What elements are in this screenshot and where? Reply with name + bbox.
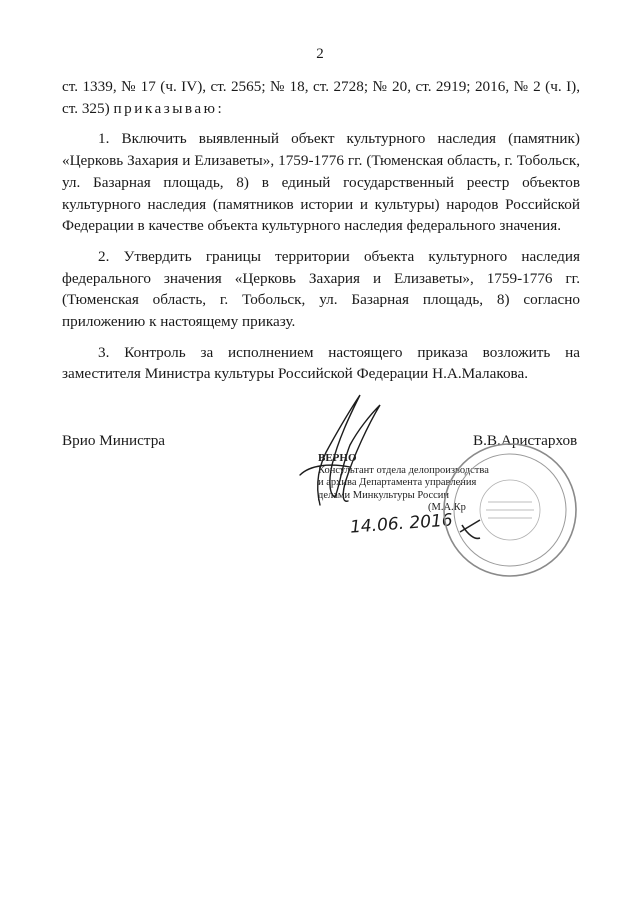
round-seal-icon bbox=[440, 440, 580, 580]
order-item-1: 1. Включить выявленный объект культурного наследия (памятник) «Церковь Захария и Елизаветы», 1759-1776 гг. (Тюменская область, г. Тобольск, ул. Базарная площадь, 8) в единый государственный реестр объектов культурного наследия (памятников истории и культуры) народов Российской Федерации в качестве объекта культурного наследия федерального значения. bbox=[62, 130, 580, 235]
document-body bbox=[62, 76, 580, 394]
verno-label: ВЕРНО bbox=[318, 452, 357, 464]
intro-paragraph bbox=[62, 76, 580, 119]
order-item-3: 3. Контроль за исполнением настоящего приказа возложить на заместителя Министра культуры Российской Федерации Н.А.Малакова. bbox=[62, 343, 580, 383]
signer-position: Врио Министра bbox=[62, 432, 166, 449]
cert-line-1: Консультант отдела делопроизводства bbox=[318, 464, 489, 476]
intro-citation: ст. 1339, № 17 (ч. IV), ст. 2565; № 18, ст. 2728; № 20, ст. 2919; 2016, № 2 (ч. I), ст. 325) bbox=[62, 78, 580, 117]
handwritten-date: 14.06. 2016 bbox=[349, 510, 454, 538]
signer-name: В.В.Аристархов bbox=[473, 432, 578, 449]
order-item-2: 2. Утвердить границы территории объекта культурного наследия федерального значения «Церковь Захария и Елизаветы», 1759-1776 гг. (Тюменская область, г. Тобольск, ул. Базарная площадь, 8) согласно приложению к настоящему приказу. bbox=[62, 247, 580, 331]
page-number: 2 bbox=[316, 46, 324, 62]
cert-line-3: делами Минкультуры России bbox=[318, 489, 450, 501]
cert-line-4: (М.А.Кр bbox=[428, 502, 466, 513]
prikazyvayu-word: приказываю: bbox=[113, 99, 225, 117]
cert-line-2: и архива Департамента управления bbox=[318, 477, 477, 488]
